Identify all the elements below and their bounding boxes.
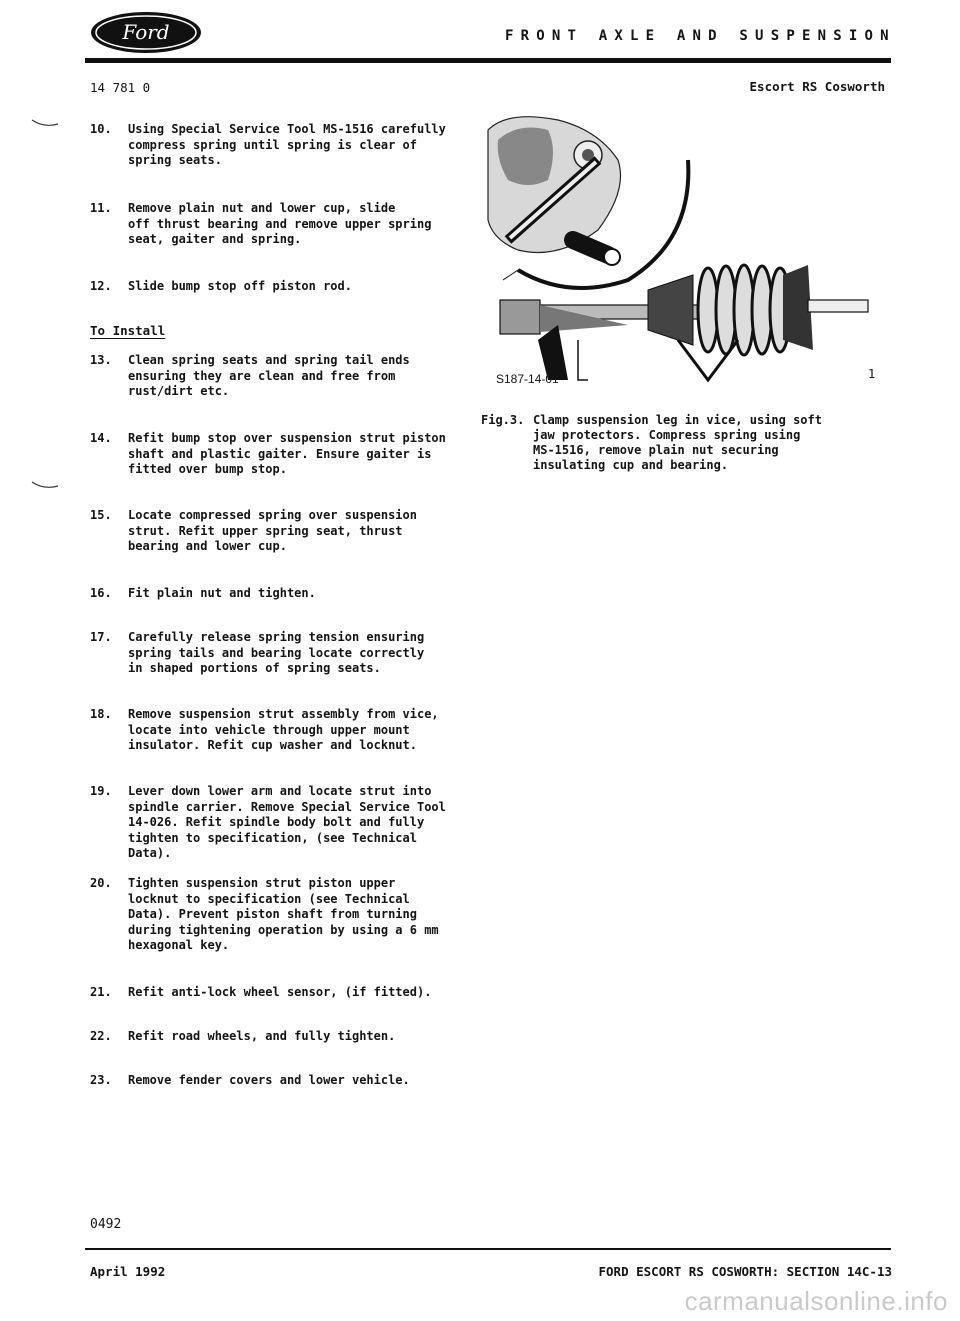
step-13 — [90, 353, 480, 400]
spring-compressor-illustration — [478, 100, 878, 390]
margin-mark — [30, 118, 60, 130]
step-20 — [90, 876, 480, 954]
document-number: 14 781 0 — [90, 80, 151, 95]
figure-index: 1 — [868, 367, 876, 381]
step-11 — [90, 201, 480, 248]
footer-rule — [85, 1248, 891, 1250]
step-text: Lever down lower arm and locate strut into spindle carrier. Remove Special Service Tool 14-026. Refit spindle body bolt and fully tighten to specification, (see Technical Data). — [128, 784, 446, 860]
section-reference: FORD ESCORT RS COSWORTH: SECTION 14C-13 — [598, 1264, 892, 1279]
step-15 — [90, 508, 480, 555]
step-number: 11. — [90, 201, 112, 215]
margin-mark — [30, 480, 60, 492]
figure-number: Fig.3. — [481, 413, 525, 427]
step-text: Refit bump stop over suspension strut piston shaft and plastic gaiter. Ensure gaiter is fitted over bump stop. — [128, 431, 446, 476]
step-23 — [90, 1073, 480, 1089]
step-number: 16. — [90, 586, 112, 600]
step-text: Tighten suspension strut piston upper locknut to specification (see Technical Data). Prevent piston shaft from turning during tightening operation by using a 6 mm hexagonal key. — [128, 876, 439, 952]
step-text: Remove suspension strut assembly from vice, locate into vehicle through upper mount insulator. Refit cup washer and locknut. — [128, 707, 439, 752]
step-number: 13. — [90, 353, 112, 367]
section-subheading: To Install — [90, 323, 166, 338]
step-text: Carefully release spring tension ensuring spring tails and bearing locate correctly in shaped portions of spring seats. — [128, 630, 425, 675]
step-number: 22. — [90, 1029, 112, 1043]
ford-logo — [90, 11, 202, 54]
step-text: Remove fender covers and lower vehicle. — [128, 1073, 410, 1087]
figure-code: S187-14-01 — [496, 372, 559, 386]
footer-code: 0492 — [90, 1217, 122, 1232]
step-16 — [90, 586, 480, 602]
watermark: carmanualsonline.info — [684, 1286, 948, 1316]
step-text: Remove plain nut and lower cup, slide off thrust bearing and remove upper spring seat, gaiter and spring. — [128, 201, 432, 246]
step-number: 20. — [90, 876, 112, 890]
step-number: 19. — [90, 784, 112, 798]
header-rule — [85, 58, 891, 63]
step-22 — [90, 1029, 480, 1045]
step-text: Slide bump stop off piston rod. — [128, 279, 352, 293]
step-number: 21. — [90, 985, 112, 999]
step-text: Fit plain nut and tighten. — [128, 586, 316, 600]
figure-caption — [481, 413, 891, 473]
publication-date: April 1992 — [90, 1264, 166, 1279]
svg-text:Ford: Ford — [122, 20, 170, 44]
step-text: Refit road wheels, and fully tighten. — [128, 1029, 396, 1043]
step-number: 15. — [90, 508, 112, 522]
step-number: 18. — [90, 707, 112, 721]
step-21 — [90, 985, 480, 1001]
step-19 — [90, 784, 480, 862]
step-number: 17. — [90, 630, 112, 644]
model-name: Escort RS Cosworth — [749, 79, 885, 94]
step-14 — [90, 431, 480, 478]
step-text: Using Special Service Tool MS-1516 carefully compress spring until spring is clear of spring seats. — [128, 122, 446, 167]
caption-text: Clamp suspension leg in vice, using soft jaw protectors. Compress spring using MS-1516, remove plain nut securing insulating cup and bearing. — [533, 413, 822, 472]
step-number: 14. — [90, 431, 112, 445]
step-text: Locate compressed spring over suspension strut. Refit upper spring seat, thrust bearing and lower cup. — [128, 508, 417, 553]
step-18 — [90, 707, 480, 754]
page-title: FRONT AXLE AND SUSPENSION — [505, 28, 896, 44]
step-17 — [90, 630, 480, 677]
step-10 — [90, 122, 480, 169]
step-text: Clean spring seats and spring tail ends ensuring they are clean and free from rust/dirt etc. — [128, 353, 410, 398]
step-number: 12. — [90, 279, 112, 293]
step-12 — [90, 279, 480, 295]
step-number: 23. — [90, 1073, 112, 1087]
step-number: 10. — [90, 122, 112, 136]
step-text: Refit anti-lock wheel sensor, (if fitted). — [128, 985, 432, 999]
